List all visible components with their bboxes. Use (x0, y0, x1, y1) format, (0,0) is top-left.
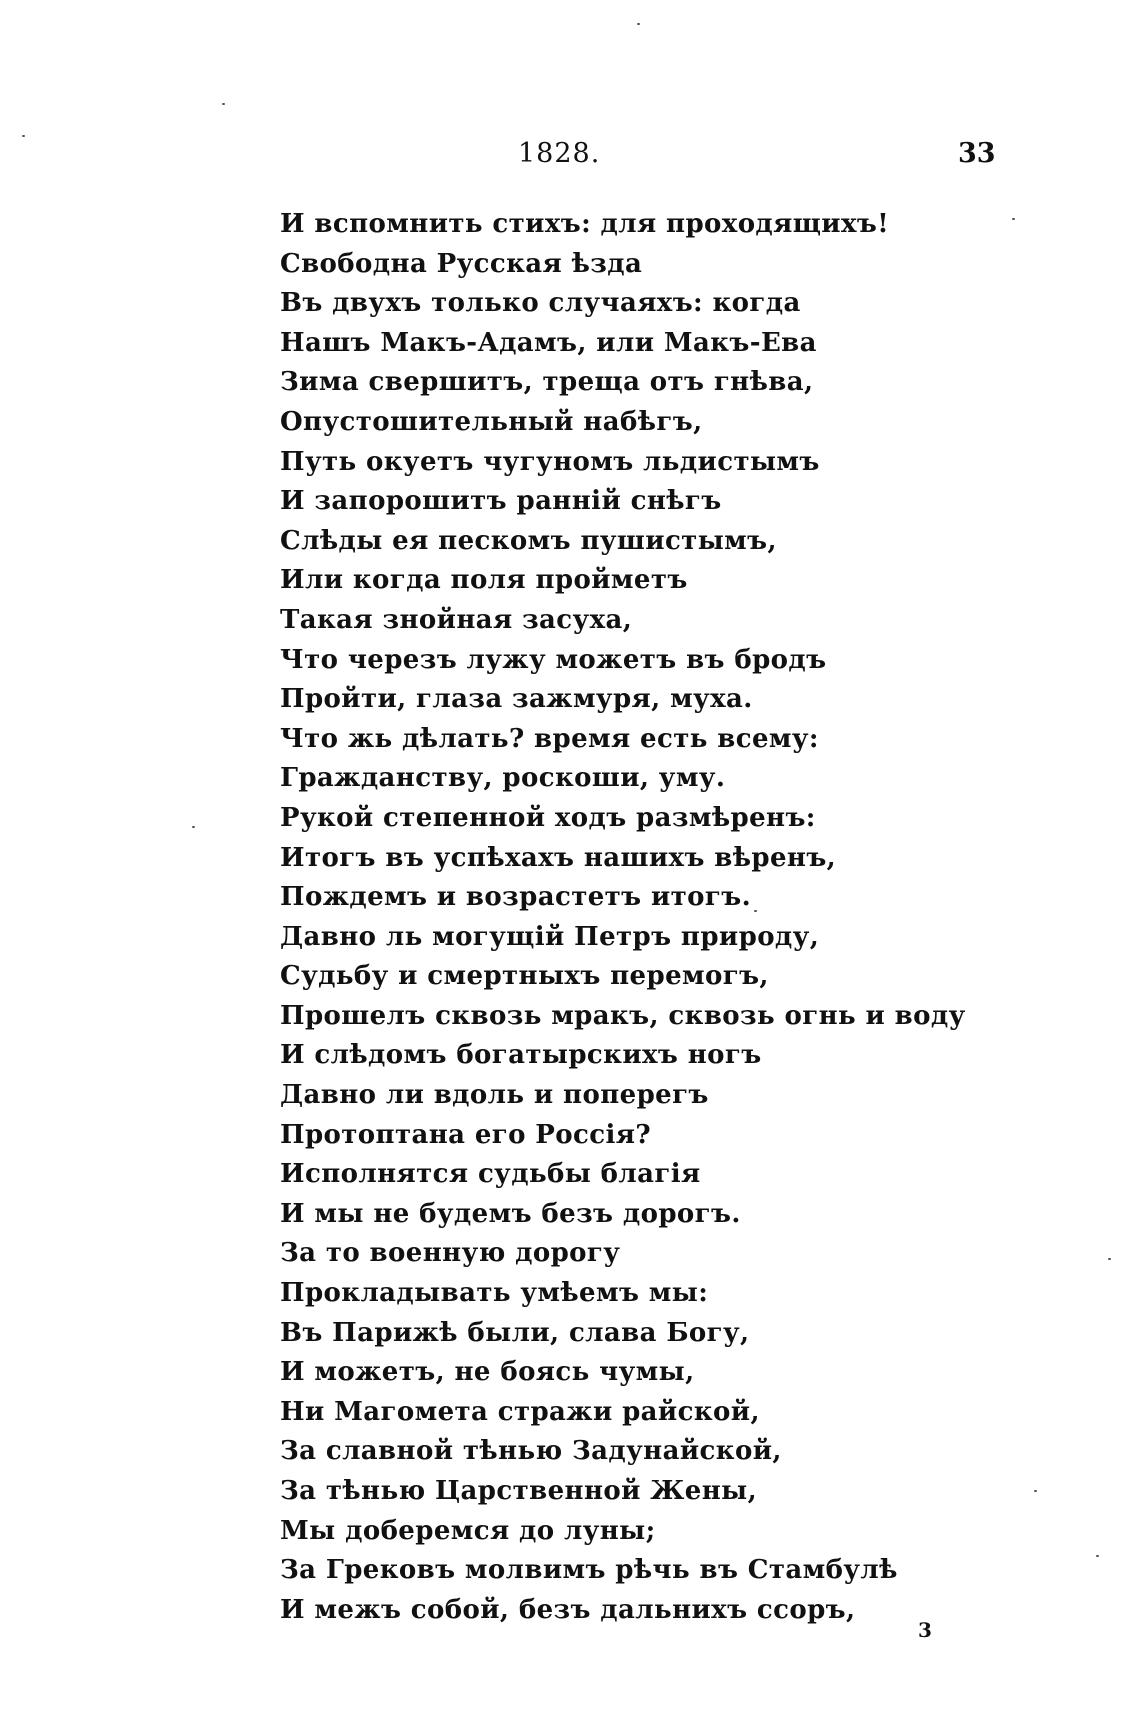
poem-line: И слѣдомъ богатырскихъ ногъ (280, 1040, 762, 1071)
poem-line: И запорошитъ ранній снѣгъ (280, 486, 722, 517)
poem-line: Давно ли вдоль и поперегъ (280, 1080, 709, 1111)
poem-line: Пождемъ и возрастетъ итогъ. (280, 882, 752, 913)
poem-line: Опустошительный набѣгъ, (280, 406, 703, 437)
poem-line: И мы не будемъ безъ дорогъ. (280, 1198, 741, 1229)
running-header-year: 1828. (518, 138, 601, 169)
scan-speck (192, 826, 195, 828)
poem-line: За славной тѣнью Задунайской, (280, 1436, 782, 1467)
poem-line: Зима свершитъ, треща отъ гнѣва, (280, 367, 814, 398)
poem-line: И вспомнить стихъ: для проходящихъ! (280, 209, 890, 239)
poem-line: И можетъ, не боясь чумы, (280, 1357, 695, 1388)
scan-speck (22, 135, 25, 137)
poem-line: Исполнятся судьбы благія (280, 1159, 701, 1190)
scan-speck (754, 910, 757, 912)
poem-line: Мы доберемся до луны; (280, 1515, 656, 1546)
poem-line: Въ Парижѣ были, слава Богу, (280, 1317, 750, 1348)
poem-line: Нашъ Макъ-Адамъ, или Макъ-Ева (280, 327, 817, 358)
poem-line: Гражданству, роскоши, уму. (280, 763, 726, 794)
signature-mark: 3 (918, 1618, 932, 1642)
poem-line: Ни Магомета стражи райской, (280, 1396, 760, 1427)
poem-line: За то военную дорогу (280, 1238, 621, 1269)
poem-text (280, 205, 966, 1630)
scan-speck (1096, 1555, 1099, 1557)
poem-line: Итогъ въ успѣхахъ нашихъ вѣренъ, (280, 842, 837, 873)
poem-line: Въ двухъ только случаяхъ: когда (280, 288, 801, 319)
poem-line: Путь окуетъ чугуномъ льдистымъ (280, 446, 820, 477)
poem-line: Или когда поля пройметъ (280, 565, 688, 596)
poem-line: Протоптана его Россія? (280, 1119, 651, 1150)
poem-line: Рукой степенной ходъ размѣренъ: (280, 802, 816, 833)
poem-line: Что черезъ лужу можетъ въ бродъ (280, 644, 827, 675)
scan-speck (222, 103, 225, 105)
poem-line: Прошелъ сквозь мракъ, сквозь огнь и воду (280, 1000, 966, 1031)
poem-line: Что жь дѣлать? время есть всему: (280, 723, 819, 754)
scan-speck (1034, 1490, 1037, 1492)
poem-line: Свободна Русская ѣзда (280, 248, 643, 279)
scan-speck (1108, 1258, 1111, 1260)
poem-line: За тѣнью Царственной Жены, (280, 1476, 758, 1506)
poem-line: И межъ собой, безъ дальнихъ ссоръ, (280, 1594, 856, 1625)
scan-speck (1012, 218, 1015, 220)
poem-line: За Грековъ молвимъ рѣчь въ Стамбулѣ (280, 1555, 898, 1586)
poem-line: Судьбу и смертныхъ перемогъ, (280, 961, 769, 992)
page-number: 33 (958, 138, 996, 169)
poem-line: Прокладывать умѣемъ мы: (280, 1278, 709, 1309)
scan-speck (637, 23, 640, 25)
poem-line: Слѣды ея пескомъ пушистымъ, (280, 525, 777, 556)
poem-line: Пройти, глаза зажмуря, муха. (280, 684, 753, 715)
poem-line: Давно ль могущій Петръ природу, (280, 921, 820, 952)
poem-line: Такая знойная засуха, (280, 604, 633, 635)
